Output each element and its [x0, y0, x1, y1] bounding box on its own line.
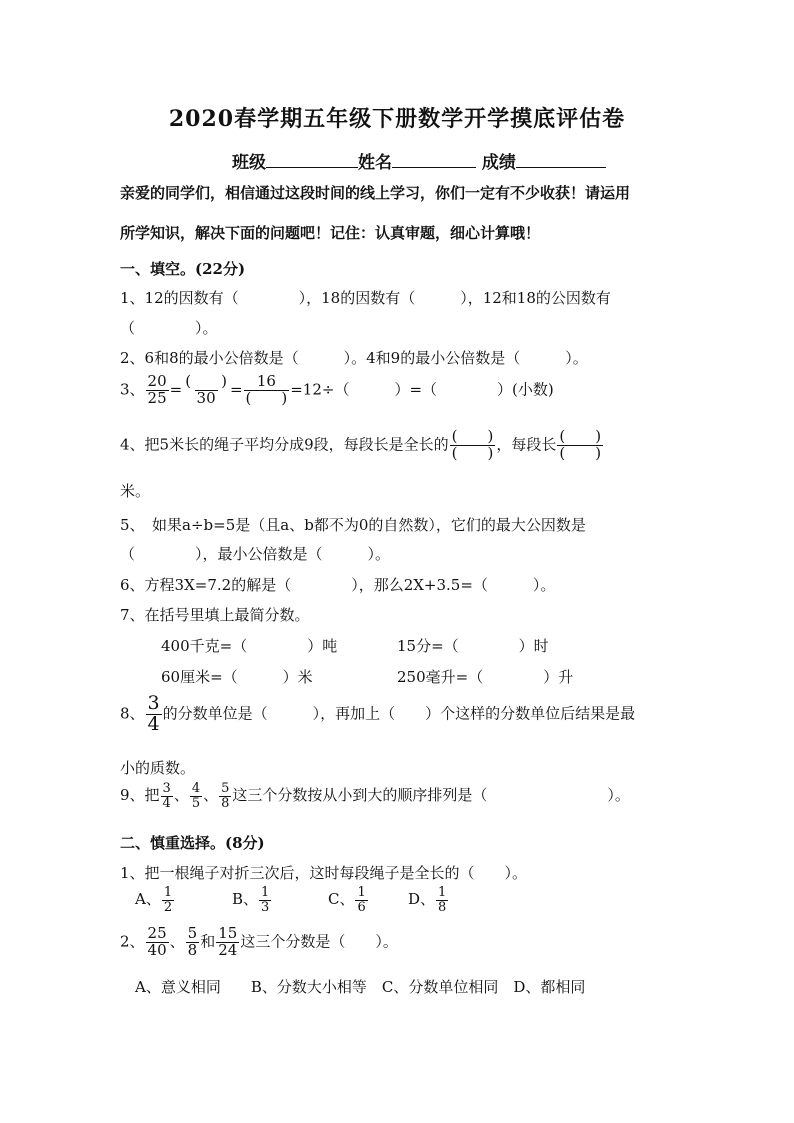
fraction-numerator: ( ) [185, 372, 227, 390]
q1-3-rest: =12÷（ ）=（ ）(小数) [290, 380, 554, 399]
q1-4-fraction-1 [450, 429, 496, 462]
fraction-denominator: 25 [147, 388, 167, 407]
option-fraction [162, 886, 174, 914]
fraction-numerator: 25 [147, 924, 167, 942]
separator: 、 [173, 786, 189, 805]
q1-3-fraction-3 [244, 374, 290, 407]
q1-8 [120, 694, 635, 735]
separator: 、 [203, 786, 219, 805]
option-label: B、 [232, 890, 259, 909]
score-blank[interactable] [516, 150, 606, 168]
q1-3-fraction-2 [183, 374, 229, 407]
fraction-denominator: 3 [261, 899, 270, 915]
fraction-denominator: ( ) [245, 388, 288, 407]
student-info-line [232, 148, 606, 173]
q1-7-item-2: 15分=（ ）时 [397, 637, 549, 655]
q1-8-prefix: 8、 [120, 704, 145, 723]
q1-8-fraction [146, 694, 162, 735]
option-label: C、 [328, 890, 355, 909]
q2-1: 1、把一根绳子对折三次后，这时每段绳子是全长的（ ）。 [120, 864, 528, 882]
score-label: 成绩 [481, 153, 516, 173]
q1-7-item-1: 400千克=（ ）吨 [161, 637, 338, 655]
q2-2-options[interactable]: A、意义相同 B、分数大小相等 C、分数单位相同 D、都相同 [135, 978, 586, 996]
fraction-denominator: 40 [147, 940, 167, 959]
section2-heading: 二、慎重选择。(8分) [120, 834, 265, 852]
intro-line-2: 所学知识，解决下面的问题吧！记住：认真审题，细心计算哦！ [120, 224, 541, 242]
q1-8-line-2: 小的质数。 [120, 759, 196, 777]
q1-9-prefix: 9、把 [120, 786, 160, 805]
q1-4-text-2: ，每段长 [496, 435, 557, 454]
fraction-numerator: 16 [256, 372, 276, 390]
q1-7-item-4: 250毫升=（ ）升 [397, 668, 574, 686]
q2-1-option-b[interactable] [232, 886, 272, 914]
q2-2-fraction-2 [186, 926, 200, 959]
q2-1-option-a[interactable] [135, 886, 175, 914]
equals-sign: = [229, 380, 243, 399]
fraction-numerator: 15 [218, 924, 238, 942]
fraction-denominator: 4 [147, 712, 160, 735]
q1-4 [120, 429, 604, 462]
q1-9-fraction-3 [219, 782, 231, 810]
fraction-denominator: 8 [187, 940, 198, 959]
fraction-denominator: 30 [196, 388, 216, 407]
option-label: A、 [135, 890, 161, 909]
separator: 和 [200, 932, 216, 951]
q1-1-line-1: 1、12的因数有（ ），18的因数有（ ），12和18的公因数有 [120, 289, 611, 307]
q2-1-option-d[interactable] [408, 886, 449, 914]
q1-4-line-2: 米。 [120, 482, 151, 500]
q1-3-prefix: 3、 [120, 380, 145, 399]
q1-4-text-1: 4、把5米长的绳子平均分成9段，每段长是全长的 [120, 435, 449, 454]
q2-2-fraction-1 [146, 926, 169, 959]
fraction-numerator: ( ) [451, 427, 494, 445]
q1-2: 2、6和8的最小公倍数是（ ）。4和9的最小公倍数是（ ）。 [120, 349, 588, 367]
fraction-denominator: 4 [162, 795, 171, 811]
q2-2 [120, 926, 398, 959]
fraction-denominator: 8 [438, 899, 447, 915]
option-fraction [259, 886, 271, 914]
q1-7-item-3: 60厘米=（ ）米 [161, 668, 313, 686]
q1-5-line-1: 5、 如果a÷b=5是（且a、b都不为0的自然数），它们的最大公因数是 [120, 516, 586, 534]
fraction-numerator: 1 [163, 885, 173, 900]
fraction-numerator: 1 [261, 885, 270, 900]
q1-4-fraction-2 [557, 429, 603, 462]
q1-6: 6、方程3X=7.2的解是（ ），那么2X+3.5=（ ）。 [120, 576, 556, 594]
q1-5-line-2: （ ），最小公倍数是（ ）。 [120, 545, 391, 563]
fraction-numerator: 3 [147, 692, 160, 714]
equals-sign: = [169, 380, 183, 399]
fraction-numerator: 4 [191, 781, 201, 796]
q2-2-fraction-3 [216, 926, 239, 959]
fraction-numerator: 5 [187, 924, 198, 942]
section1-heading: 一、填空。(22分) [120, 260, 246, 278]
q1-1-line-2: （ ）。 [120, 319, 218, 337]
q1-3-fraction-1 [146, 374, 169, 407]
q1-9-text: 这三个分数按从小到大的顺序排列是（ ）。 [232, 786, 630, 805]
q1-3 [120, 374, 554, 407]
fraction-numerator: 1 [357, 885, 366, 900]
separator: 、 [169, 932, 185, 951]
option-fraction [436, 886, 448, 914]
fraction-numerator: 20 [147, 372, 167, 390]
class-blank[interactable] [266, 150, 358, 168]
q2-1-option-c[interactable] [328, 886, 369, 914]
fraction-denominator: 2 [163, 899, 173, 915]
fraction-denominator: ( ) [559, 443, 602, 462]
option-label: D、 [408, 890, 436, 909]
class-label: 班级 [232, 153, 266, 173]
q1-7-heading: 7、在括号里填上最简分数。 [120, 606, 310, 624]
fraction-denominator: 24 [218, 940, 238, 959]
q2-2-prefix: 2、 [120, 932, 145, 951]
fraction-numerator: 5 [221, 781, 230, 796]
q2-2-text: 这三个分数是（ ）。 [240, 932, 398, 951]
option-fraction [355, 886, 367, 914]
intro-line-1: 亲爱的同学们，相信通过这段时间的线上学习，你们一定有不少收获！请运用 [120, 184, 631, 202]
fraction-numerator: 3 [162, 781, 171, 796]
q1-9 [120, 782, 630, 810]
fraction-denominator: 8 [221, 795, 230, 811]
q1-8-text: 的分数单位是（ ），再加上（ ）个这样的分数单位后结果是最 [162, 704, 636, 723]
name-label: 姓名 [358, 153, 392, 173]
page-title: 2020春学期五年级下册数学开学摸底评估卷 [168, 106, 626, 132]
fraction-denominator: 5 [191, 795, 201, 811]
fraction-numerator: ( ) [559, 427, 602, 445]
name-blank[interactable] [392, 150, 476, 168]
q1-9-fraction-2 [190, 782, 202, 810]
fraction-denominator: 6 [357, 899, 366, 915]
fraction-numerator: 1 [438, 885, 447, 900]
fraction-denominator: ( ) [451, 443, 494, 462]
q1-9-fraction-1 [161, 782, 173, 810]
